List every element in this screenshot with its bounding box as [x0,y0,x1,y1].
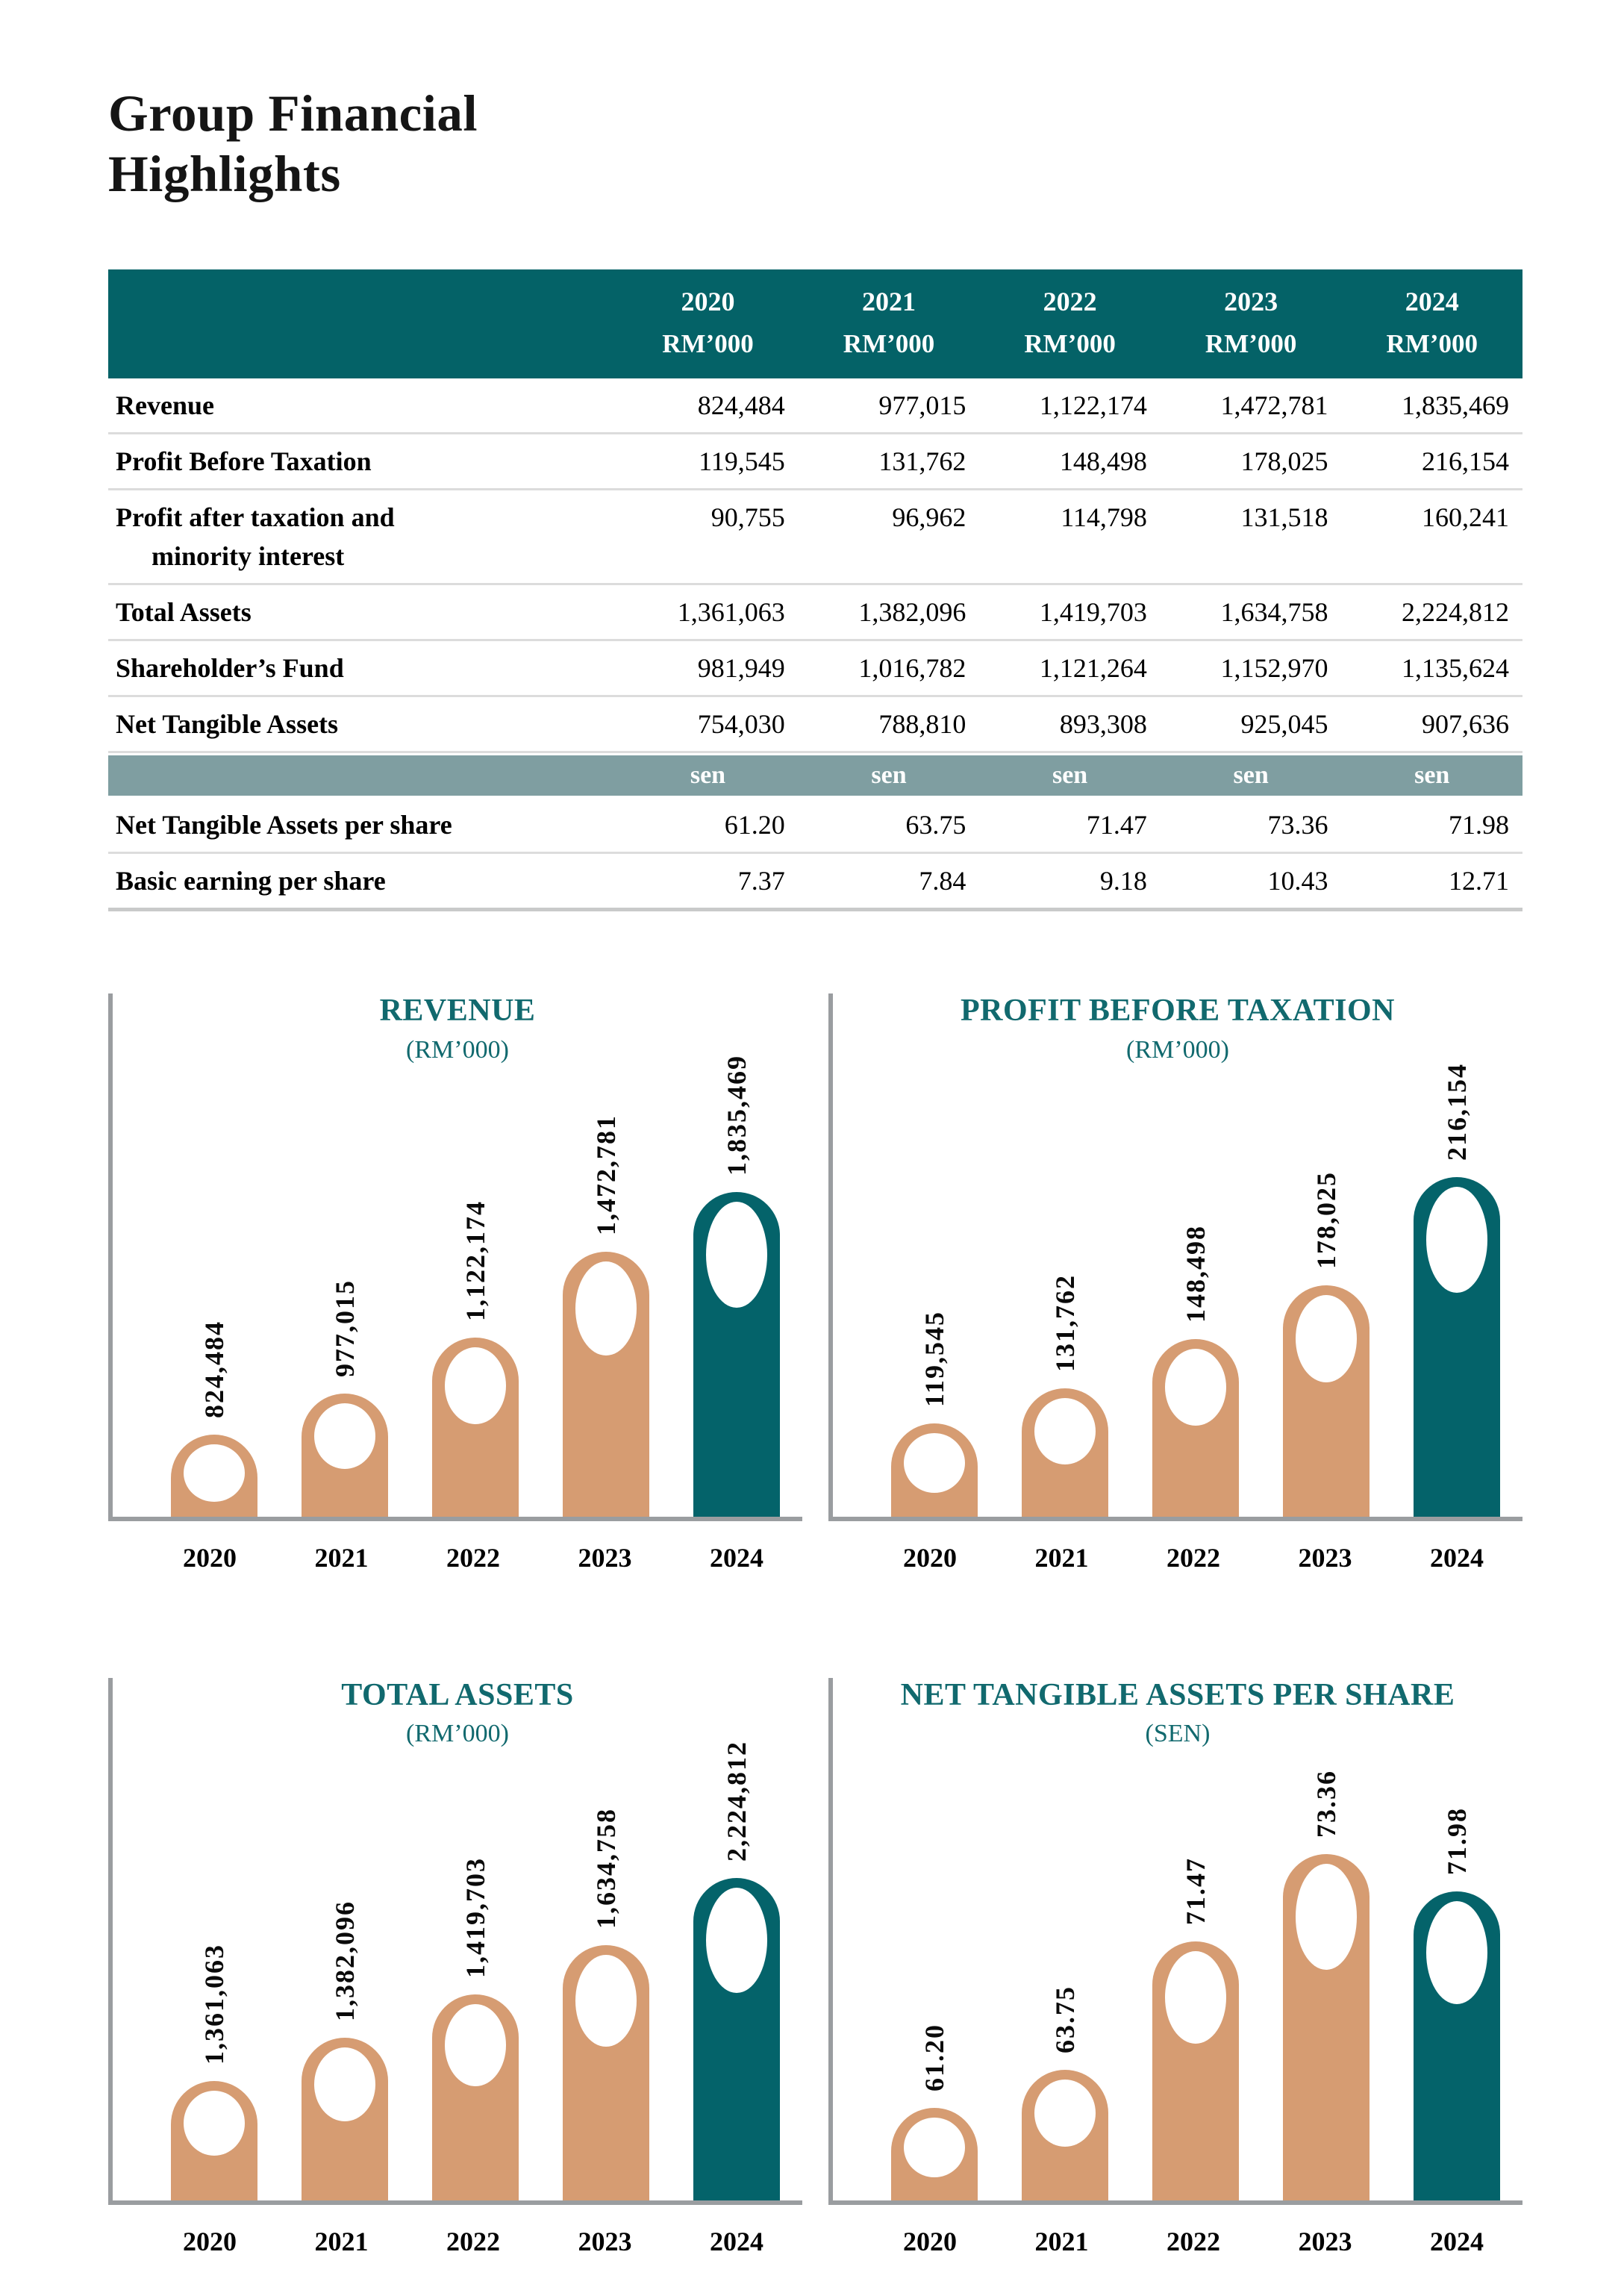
bar-value-label: 1,634,758 [591,1807,621,1929]
chart-nta-per-share [828,1676,1522,2257]
bar-value-label: 1,361,063 [199,1943,229,2065]
sen-label: sen [1052,761,1088,790]
x-axis-labels [828,2205,1522,2257]
table-row-revenue [108,378,1522,434]
chart-total-assets [108,1676,802,2257]
bar-group-2022 [1152,1076,1239,1517]
bar-value-label: 71.98 [1442,1806,1472,1875]
cell-value: 71.98 [1449,810,1509,840]
row-label: Basic earning per share [116,866,386,896]
header-year: 2020 [681,287,735,317]
table-header-2021 [799,286,980,359]
bar-value-label: 148,498 [1181,1224,1211,1323]
bar-group-2022 [432,1760,519,2200]
cell-value: 1,382,096 [858,597,966,628]
cell-value: 925,045 [1240,709,1328,740]
bar-hole [1034,2080,1096,2147]
header-unit: RM’000 [1205,329,1297,359]
cell-value: 1,419,703 [1039,597,1147,628]
cell-value: 788,810 [878,709,966,740]
bar-hole [184,2091,245,2156]
cell-value: 12.71 [1449,866,1509,896]
bar-group-2021 [302,1076,388,1517]
plot-area [833,1062,1522,1521]
bar-group-2021 [302,1760,388,2200]
plot-area [113,1740,802,2205]
table-row-nta-per-share [108,798,1522,854]
bar-group-2024 [693,1054,780,1517]
x-tick-label: 2023 [1298,1542,1352,1573]
x-tick-label: 2020 [903,1542,957,1573]
bar-value-label: 73.36 [1311,1769,1341,1838]
cell-value: 893,308 [1059,709,1147,740]
row-label: Shareholder’s Fund [116,653,344,684]
x-tick-label: 2024 [1430,1542,1484,1573]
x-tick-label: 2020 [183,2226,237,2256]
x-tick-label: 2021 [1034,2226,1089,2256]
header-year: 2021 [862,287,916,317]
bar-value-label: 216,154 [1442,1062,1472,1161]
x-tick-label: 2022 [1167,1542,1220,1573]
bar [563,1252,649,1517]
row-label: Revenue [116,390,214,421]
chart-axes-region [828,1678,1522,2205]
chart-axes-region [108,993,802,1520]
bar-hole [706,1888,767,1993]
cell-value: 977,015 [878,390,966,421]
cell-value: 1,634,758 [1220,597,1328,628]
cell-value: 131,518 [1240,502,1328,533]
chart-subtitle: (SEN) [1145,1719,1211,1747]
cell-value: 160,241 [1422,502,1509,533]
cell-value: 7.84 [919,866,966,896]
bar-hole [1034,1398,1096,1464]
bar [693,1192,780,1517]
table-header-2023 [1161,286,1342,359]
chart-revenue [108,992,802,1573]
page-title-line2: Highlights [108,145,341,202]
bar [1022,1388,1108,1517]
bar [1152,1339,1239,1517]
table-row-profit-before-taxation [108,434,1522,490]
bar-group-2021 [1022,1076,1108,1517]
bar-value-label: 1,835,469 [722,1054,752,1176]
cell-value: 73.36 [1267,810,1328,840]
cell-value: 2,224,812 [1402,597,1509,628]
cell-value: 1,472,781 [1220,390,1328,421]
cell-value: 216,154 [1422,446,1509,477]
row-label: Total Assets [116,597,252,628]
cell-value: 90,755 [710,502,785,533]
bar [1283,1285,1370,1517]
x-tick-label: 2022 [446,2226,500,2256]
chart-profit-before-taxation [828,992,1522,1573]
table-header-2022 [979,286,1161,359]
bar-value-label: 977,015 [330,1279,360,1377]
cell-value: 1,016,782 [858,653,966,684]
table-row-total-assets [108,585,1522,641]
bar-value-label: 61.20 [919,2023,949,2091]
bar [302,2038,388,2200]
cell-value: 1,361,063 [677,597,785,628]
cell-value: 71.47 [1086,810,1147,840]
row-label [108,502,617,572]
chart-subtitle: (RM’000) [1126,1035,1229,1064]
chart-subtitle: (RM’000) [406,1719,509,1747]
table-row-basic-eps [108,854,1522,911]
table-row-net-tangible-assets [108,697,1522,753]
bar-hole [575,1261,637,1355]
row-label: Net Tangible Assets [116,709,339,740]
bar-hole [445,2004,506,2086]
table-sen-band [108,755,1522,796]
bar-group-2024 [1414,1062,1500,1517]
cell-value: 9.18 [1099,866,1147,896]
cell-value: 1,835,469 [1402,390,1509,421]
bar-group-2023 [563,1076,649,1517]
bar-hole [184,1444,245,1502]
header-unit: RM’000 [662,329,754,359]
x-axis-labels [108,2205,802,2257]
row-label-line1: Profit after taxation and [116,502,395,533]
x-tick-label: 2023 [578,2226,632,2256]
cell-value: 1,135,624 [1402,653,1509,684]
x-tick-label: 2021 [1034,1542,1089,1573]
bar-group-2020 [171,1076,257,1517]
cell-value: 824,484 [697,390,785,421]
bar-value-label: 178,025 [1311,1170,1341,1269]
bar [693,1878,780,2200]
header-year: 2024 [1405,287,1459,317]
sen-label: sen [1414,761,1450,790]
bar-hole [1426,1187,1487,1293]
bar [432,1994,519,2200]
bar [1414,1177,1500,1517]
x-tick-label: 2022 [1167,2226,1220,2256]
bar-value-label: 1,472,781 [591,1114,621,1235]
plot-area [833,1760,1522,2205]
bar-hole [904,1433,965,1493]
bar [1414,1891,1500,2200]
bar-hole [1165,1951,1226,2044]
bar-value-label: 824,484 [199,1320,229,1418]
header-unit: RM’000 [1024,329,1116,359]
chart-axes-region [828,993,1522,1520]
bar [1283,1854,1370,2200]
plot-area [113,1054,802,1521]
x-tick-label: 2021 [314,1542,369,1573]
cell-value: 907,636 [1422,709,1509,740]
bar-hole [1426,1901,1487,2004]
bar-value-label: 63.75 [1050,1985,1080,2053]
bar-hole [445,1347,506,1424]
table-header-spacer [108,286,617,359]
x-axis-labels [108,1521,802,1573]
page-title-line1: Group Financial [108,85,478,142]
page-title [108,84,1522,204]
table-row-profit-after-taxation [108,490,1522,585]
financial-highlights-table [108,269,1522,911]
bar-value-label: 1,382,096 [330,1900,360,2021]
bar-hole [314,2047,375,2121]
chart-title: PROFIT BEFORE TAXATION [961,993,1395,1029]
cell-value: 119,545 [699,446,785,477]
bar-value-label: 1,419,703 [460,1856,490,1978]
x-tick-label: 2020 [183,1542,237,1573]
x-tick-label: 2023 [1298,2226,1352,2256]
sen-spacer [108,761,617,790]
header-year: 2023 [1224,287,1278,317]
table-header-2024 [1341,286,1522,359]
bar-hole [575,1955,637,2047]
cell-value: 10.43 [1267,866,1328,896]
bar-hole [706,1202,767,1308]
row-label: Profit Before Taxation [116,446,372,477]
bar [891,2108,978,2200]
chart-title: TOTAL ASSETS [341,1677,574,1712]
bar-hole [314,1403,375,1469]
bar-value-label: 2,224,812 [722,1740,752,1862]
bar [563,1945,649,2200]
x-tick-label: 2024 [710,2226,763,2256]
cell-value: 148,498 [1059,446,1147,477]
sen-label: sen [871,761,907,790]
table-header-2020 [617,286,799,359]
bar-group-2023 [1283,1076,1370,1517]
sen-label: sen [1233,761,1269,790]
cell-value: 7.37 [737,866,785,896]
x-tick-label: 2022 [446,1542,500,1573]
header-year: 2022 [1043,287,1097,317]
x-axis-labels [828,1521,1522,1573]
x-tick-label: 2020 [903,2226,957,2256]
bar-hole [904,2118,965,2177]
bar [1022,2070,1108,2200]
x-tick-label: 2024 [710,1542,763,1573]
bar-group-2023 [563,1760,649,2200]
bar-value-label: 131,762 [1050,1273,1080,1372]
bar-group-2020 [171,1760,257,2200]
cell-value: 981,949 [697,653,785,684]
chart-title: NET TANGIBLE ASSETS PER SHARE [900,1677,1455,1712]
bar [171,1435,257,1517]
header-unit: RM’000 [843,329,935,359]
cell-value: 1,121,264 [1039,653,1147,684]
bar-group-2022 [1152,1760,1239,2200]
bar-group-2023 [1283,1760,1370,2200]
table-row-shareholders-fund [108,641,1522,697]
bar [1152,1941,1239,2200]
bar-group-2022 [432,1076,519,1517]
bar-group-2021 [1022,1760,1108,2200]
row-label: Net Tangible Assets per share [116,810,452,840]
bar-group-2024 [693,1740,780,2200]
row-label-line2: minority interest [152,541,345,572]
bar-value-label: 119,545 [919,1310,949,1407]
chart-subtitle: (RM’000) [406,1035,509,1064]
bar-group-2020 [891,1076,978,1517]
cell-value: 1,152,970 [1220,653,1328,684]
bar-value-label: 1,122,174 [460,1199,490,1321]
charts-grid [108,992,1522,2256]
chart-axes-region [108,1678,802,2205]
bar [432,1338,519,1517]
cell-value: 63.75 [905,810,966,840]
chart-title: REVENUE [379,993,536,1029]
bar [171,2081,257,2200]
cell-value: 114,798 [1061,502,1147,533]
cell-value: 61.20 [724,810,785,840]
header-unit: RM’000 [1386,329,1478,359]
x-tick-label: 2023 [578,1542,632,1573]
bar-value-label: 71.47 [1181,1856,1211,1925]
bar-group-2020 [891,1760,978,2200]
x-tick-label: 2021 [314,2226,369,2256]
cell-value: 131,762 [878,446,966,477]
bar [302,1394,388,1517]
cell-value: 96,962 [892,502,966,533]
cell-value: 178,025 [1240,446,1328,477]
cell-value: 1,122,174 [1039,390,1147,421]
sen-label: sen [690,761,726,790]
cell-value: 754,030 [697,709,785,740]
x-tick-label: 2024 [1430,2226,1484,2256]
bar-group-2024 [1414,1760,1500,2200]
bar-hole [1296,1295,1357,1382]
bar-hole [1296,1864,1357,1970]
bar-hole [1165,1349,1226,1426]
bar [891,1423,978,1517]
table-header-row [108,269,1522,378]
